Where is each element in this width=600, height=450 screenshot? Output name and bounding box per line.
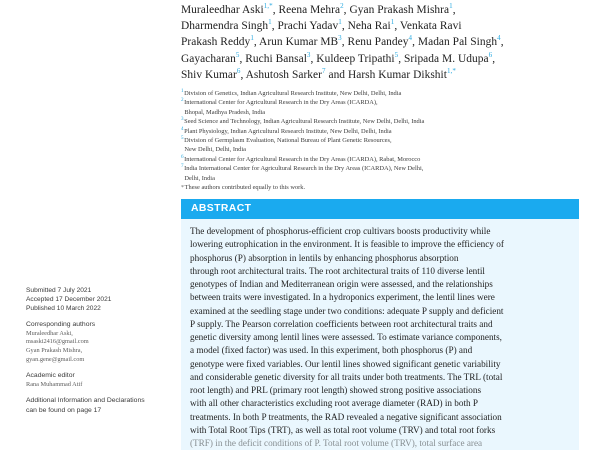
submitted-date: Submitted 7 July 2021 xyxy=(26,287,92,294)
abstract-line: treatments. In both P treatments, the RAD revealed a negative significant association xyxy=(190,411,502,422)
abstract-line: genotype were fixed variables. Our lentil lines showed significant genetic variability xyxy=(190,358,501,369)
author-name-text: , Sripada M. Udupa xyxy=(398,52,489,65)
author-name-text: Shiv Kumar xyxy=(181,68,237,81)
author-affiliation-marker[interactable]: 5 xyxy=(394,50,399,59)
author-affiliation-marker[interactable]: 1 xyxy=(390,18,395,27)
affiliation-marker: * xyxy=(181,185,184,192)
affiliation-item xyxy=(181,164,600,173)
author-name-text: , Ashutosh Sarker xyxy=(240,68,322,81)
author-name-text: Muraleedhar Aski xyxy=(181,4,264,16)
author-name-text: , Kuldeep Tripathi xyxy=(310,52,395,65)
corresponding-author-name-1: Muraleedhar Aski, xyxy=(26,329,73,337)
abstract-line: a model (fixed factor) was used. In this experiment, both phosphorus (P) and xyxy=(190,345,473,356)
affiliation-item xyxy=(181,108,600,117)
affiliation-marker: 1 xyxy=(181,87,184,94)
affiliation-item xyxy=(181,145,600,154)
affiliation-marker: 2 xyxy=(181,97,184,104)
author-affiliation-marker[interactable]: 6 xyxy=(488,50,493,59)
author-name-text: and Harsh Kumar Dikshit xyxy=(325,68,447,81)
affiliation-text: India International Center for Agricultural Research in the Dry Areas (ICARDA), New Delhi, xyxy=(184,165,424,173)
affiliation-item xyxy=(181,174,600,183)
affiliation-item xyxy=(181,89,600,98)
author-affiliation-marker[interactable]: 1 xyxy=(338,18,342,27)
author-affiliation-marker[interactable]: 1 xyxy=(268,18,272,27)
author-name-text: , Arun Kumar MB xyxy=(253,36,339,49)
author-line xyxy=(181,67,600,83)
abstract-line: and considerable genetic diversity for all traits under both treatments. The TRL (total xyxy=(190,371,503,382)
affiliation-item xyxy=(181,136,600,145)
author-affiliation-marker[interactable]: 1 xyxy=(250,34,254,43)
affiliation-marker: 4 xyxy=(181,125,184,132)
author-affiliation-marker[interactable]: 1,* xyxy=(263,2,273,11)
corresponding-authors-block xyxy=(26,320,148,364)
affiliation-item xyxy=(181,155,600,164)
author-affiliation-marker[interactable]: 4 xyxy=(408,34,413,43)
abstract-header-bar xyxy=(181,199,579,219)
corresponding-author-email-1[interactable]: msaski2416@gmail.com xyxy=(26,338,89,346)
corresponding-authors-heading: Corresponding authors xyxy=(26,321,96,329)
abstract-line: The development of phosphorus-efficient crop cultivars boosts productivity while xyxy=(190,226,491,236)
declarations-note: Additional Information and Declarations can be found on page 17 xyxy=(26,397,145,415)
abstract-line: through root architectural traits. The root architectural traits of 110 diverse lentil xyxy=(190,265,485,276)
affiliation-text: Plant Physiology, Indian Agricultural Research Institute, New Delhi, Delhi, India xyxy=(184,127,392,135)
abstract-line: root length) and PRL (primary root length) showed strong positive associations xyxy=(190,385,482,395)
affiliation-text: International Center for Agricultural Research in the Dry Areas (ICARDA), Rabat, Morocco xyxy=(184,155,421,163)
affiliation-list xyxy=(181,89,600,192)
affiliation-text: New Delhi, Delhi, India xyxy=(184,146,246,154)
author-name-text: , Gyan Prakash Mishra xyxy=(343,4,450,16)
abstract-line-clipped: (TRF) in the deficit conditions of P. Total root volume (TRV), total surface area xyxy=(190,438,483,448)
author-line xyxy=(181,51,600,67)
equal-contribution-note xyxy=(181,183,600,192)
author-name-text: , Neha Rai xyxy=(341,20,391,33)
author-affiliation-marker[interactable]: 3 xyxy=(306,50,311,59)
abstract-line: phosphorus (P) absorption in lentils by enhancing phosphorus absorption xyxy=(190,252,459,263)
academic-editor-heading: Academic editor xyxy=(26,372,75,380)
abstract-heading: ABSTRACT xyxy=(191,203,252,214)
abstract-line: examined at the seedling stage under two conditions: adequate P supply and deficient xyxy=(190,305,504,316)
affiliation-marker: 3 xyxy=(181,116,184,123)
affiliation-text: Seed Science and Technology, Indian Agricultural Research Institute, New Delhi, Delhi, India xyxy=(184,118,425,126)
author-name-text: , Ruchi Bansal xyxy=(239,52,307,65)
affiliation-item xyxy=(181,117,600,126)
abstract-line: with Total Root Tips (TRT), as well as total root volume (TRV) and total root forks xyxy=(190,424,496,435)
affiliation-text: International Center for Agricultural Research in the Dry Areas (ICARDA), xyxy=(184,99,378,107)
author-line xyxy=(181,34,600,50)
abstract-body xyxy=(190,225,570,450)
author-name-text: , xyxy=(452,4,456,16)
author-name-text: Dharmendra Singh xyxy=(181,20,269,33)
author-name-text: , Madan Pal Singh xyxy=(412,36,498,49)
abstract-line: P supply. The Pearson correlation coefficients between root architectural traits and xyxy=(190,318,493,329)
author-name-text: , xyxy=(492,52,496,65)
author-name-text: , Venkata Ravi xyxy=(394,20,462,33)
affiliation-text: These authors contributed equally to this work. xyxy=(184,184,306,192)
affiliation-marker: 5 xyxy=(181,134,184,141)
abstract-line: genotypes of Indian and Mediterranean origin were assessed, and the relationships xyxy=(190,279,493,289)
author-name-text: Gayacharan xyxy=(181,52,236,65)
author-affiliation-marker[interactable]: 6 xyxy=(236,67,241,76)
main-column xyxy=(181,0,600,192)
author-affiliation-marker[interactable]: 3 xyxy=(338,34,342,43)
author-affiliation-marker[interactable]: 7 xyxy=(321,67,326,76)
abstract-line: lowering eutrophication in the environment. It is feasible to improve the efficiency of xyxy=(190,239,504,250)
affiliation-text: Delhi, India xyxy=(184,174,215,182)
accepted-date: Accepted 17 December 2021 xyxy=(26,296,112,304)
affiliation-text: Bhopal, Madhya Pradesh, India xyxy=(184,108,266,116)
abstract-line: with all other characteristics excluding root average diameter (RAD) in both P xyxy=(190,398,479,409)
affiliation-item xyxy=(181,98,600,107)
corresponding-author-name-2: Gyan Prakash Mishra, xyxy=(26,347,83,355)
author-line xyxy=(181,2,600,18)
author-name-text: , Reena Mehra xyxy=(272,4,341,16)
affiliation-item xyxy=(181,127,600,136)
abstract-line: genetic diversity among lentil lines were assessed. To estimate variance components, xyxy=(190,332,502,342)
author-name-text: , xyxy=(500,36,504,49)
author-list xyxy=(181,0,600,83)
author-affiliation-marker[interactable]: 4 xyxy=(497,34,501,43)
affiliation-text: Division of Genetics, Indian Agricultural Research Institute, New Delhi, Delhi, India xyxy=(184,90,402,98)
academic-editor-name: Rana Muhammad Atif xyxy=(26,380,83,388)
affiliation-marker: 7 xyxy=(181,163,184,170)
author-affiliation-marker[interactable]: 2 xyxy=(340,2,344,11)
author-name-text: Prakash Reddy xyxy=(181,36,251,49)
affiliation-marker: 6 xyxy=(181,153,184,160)
author-affiliation-marker[interactable]: 5 xyxy=(235,50,240,59)
publication-dates xyxy=(26,286,148,313)
author-line xyxy=(181,18,600,34)
author-affiliation-marker[interactable]: 1 xyxy=(449,2,453,11)
abstract-line: between traits were investigated. In a hydroponics experiment, the lentil lines were xyxy=(190,292,495,303)
affiliation-text: Division of Germplasm Evaluation, National Bureau of Plant Genetic Resources, xyxy=(184,137,392,145)
author-name-text: , Renu Pandey xyxy=(341,36,409,49)
article-metadata-sidebar xyxy=(26,286,148,423)
author-name-text: , Prachi Yadav xyxy=(271,20,339,33)
academic-editor-block xyxy=(26,371,148,389)
published-date: Published 10 March 2022 xyxy=(26,305,101,313)
abstract-panel xyxy=(181,199,579,450)
declarations-block xyxy=(26,396,148,415)
author-affiliation-marker[interactable]: 1,* xyxy=(446,67,456,76)
corresponding-author-email-2[interactable]: gyan.gene@gmail.com xyxy=(26,355,85,363)
